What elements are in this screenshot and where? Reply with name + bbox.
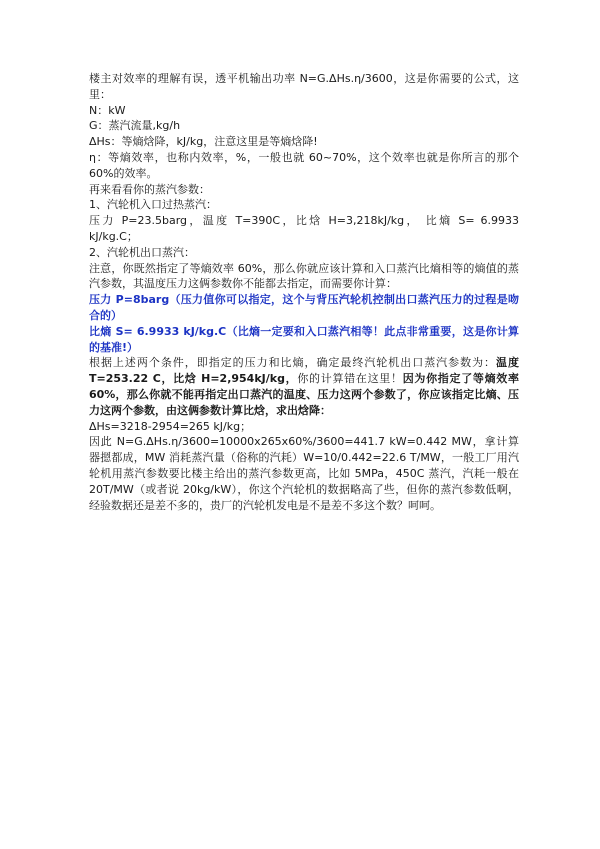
- enthalpy-drop-line: ΔHs=3218-2954=265 kJ/kg；: [89, 419, 252, 433]
- definition-n: N：kW: [89, 103, 126, 117]
- outlet-pressure-highlight: 压力 P=8barg（压力值你可以指定，这个与背压汽轮机控制出口蒸汽压力的过程是吻合的）: [89, 293, 519, 322]
- conclusion-paragraph: 因此 N=G.ΔHs.η/3600=10000x265x60%/3600=441.7 kW=0.442 MW，拿计算器摁都成，MW 消耗蒸汽量（俗称的汽耗）W=10/0.442=22.6 T/MW，一般工厂用汽轮机用蒸汽参数要比楼主给出的蒸汽参数更高，比如 5MPa，450C 蒸汽，汽耗一般在 20T/MW（或者说 20kg/kW），你这个汽轮机的数据略高了些，但你的蒸汽参数低啊，经验数据还是差不多的，贵厂的汽轮机发电是不是差不多这个数？呵呵。: [89, 435, 519, 512]
- inlet-steam-heading: 1、汽轮机入口过热蒸汽：: [89, 198, 217, 212]
- result-temperature-enthalpy: 温度 T=253.22 C，比焓 H=2,954kJ/kg，: [89, 356, 520, 386]
- definition-g: G：蒸汽流量,kg/h: [89, 119, 181, 133]
- outlet-note-paragraph: 注意，你既然指定了等熵效率 60%，那么你就应该计算和入口蒸汽比熵相等的熵值的蒸汽参数，其温度压力这俩参数你不能都去指定，而需要你计算：: [89, 261, 519, 291]
- definition-dhs: ΔHs：等熵焓降，kJ/kg，注意这里是等熵焓降!: [89, 135, 318, 149]
- intro-paragraph: 楼主对效率的理解有误，透平机输出功率 N=G.ΔHs.η/3600，这是你需要的公式，这里：: [89, 72, 519, 101]
- result-paragraph: [89, 355, 519, 418]
- inlet-steam-values: 压力 P=23.5barg，温度 T=390C，比焓 H=3,218kJ/kg， 比熵 S= 6.9933 kJ/kg.C；: [89, 214, 519, 243]
- outlet-entropy-highlight: 比熵 S= 6.9933 kJ/kg.C（比熵一定要和入口蒸汽相等！此点非常重要，这是你计算的基准!）: [89, 324, 519, 354]
- result-explanation: 因为你指定了等熵效率 60%，那么你就不能再指定出口蒸汽的温度、压力这两个参数了，你应该指定比熵、压力这两个参数，由这俩参数计算比焓，求出焓降：: [89, 372, 520, 417]
- definition-eta: η：等熵效率，也称内效率，%，一般也就 60~70%，这个效率也就是你所言的那个 60%的效率。: [89, 150, 519, 180]
- steam-params-heading: 再来看看你的蒸汽参数：: [89, 182, 210, 196]
- result-error-note: 你的计算错在这里！: [297, 372, 403, 386]
- result-intro-text: 根据上述两个条件，即指定的压力和比熵，确定最终汽轮机出口蒸汽参数为：: [89, 356, 497, 370]
- document-body: [89, 71, 519, 513]
- outlet-steam-heading: 2、汽轮机出口蒸汽：: [89, 245, 195, 259]
